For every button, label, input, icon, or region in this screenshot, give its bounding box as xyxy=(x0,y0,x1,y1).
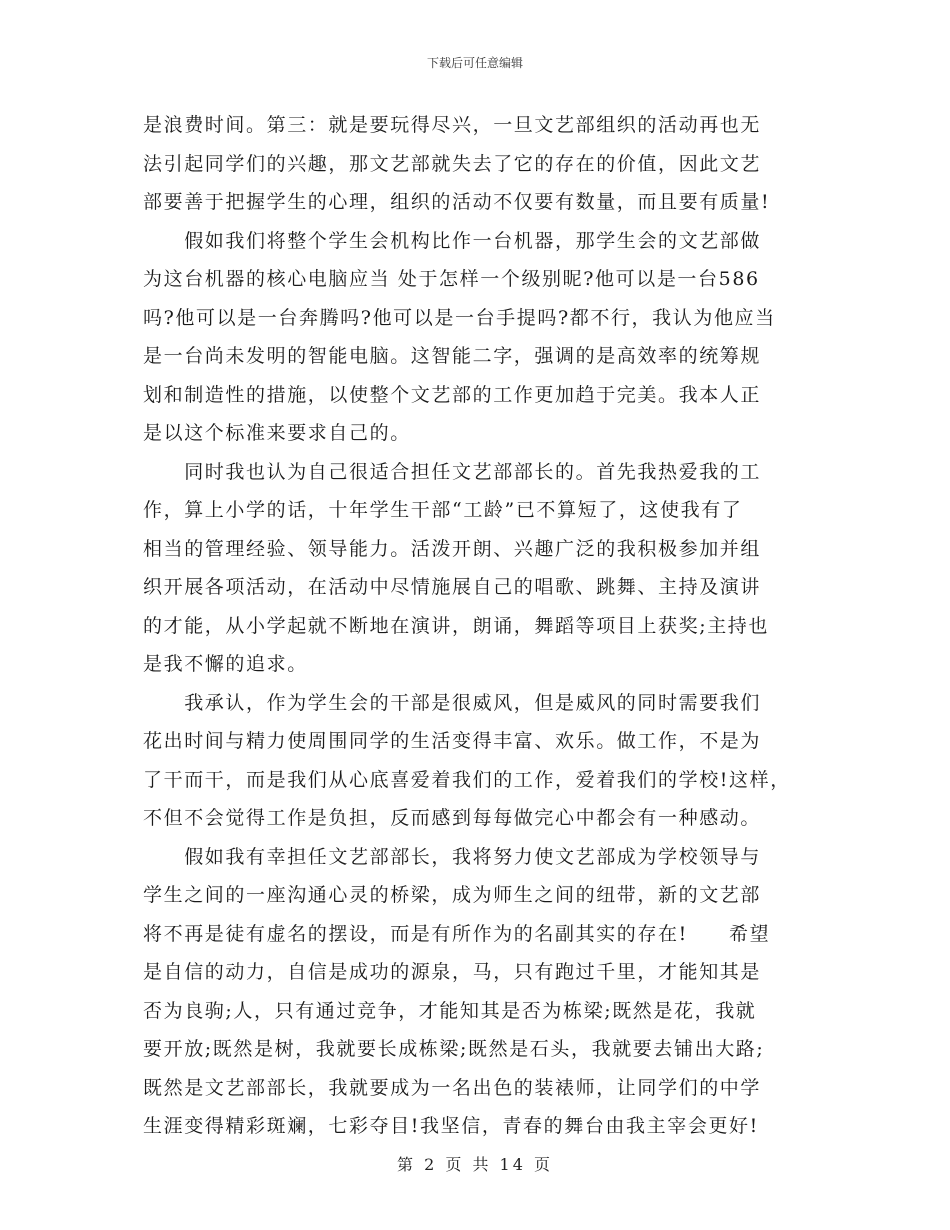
body-line: 不但不会觉得工作是负担，反而感到每每做完心中都会有一种感动。 xyxy=(143,807,762,829)
document-body xyxy=(143,106,813,1146)
body-line: 是一台尚未发明的智能电脑。这智能二字，强调的是高效率的统筹规 xyxy=(143,345,762,367)
body-line: 法引起同学们的兴趣，那文艺部就失去了它的存在的价值，因此文艺 xyxy=(143,152,762,175)
body-line: 是以这个标准来要求自己的。 xyxy=(143,422,411,444)
body-line: 的才能，从小学起就不断地在演讲，朗诵，舞蹈等项目上获奖;主持也 xyxy=(143,614,770,637)
body-line: 了干而干，而是我们从心底喜爱着我们的工作，爱着我们的学校!这样， xyxy=(143,768,791,791)
page-number: 第 2 页 共 14 页 xyxy=(397,1155,553,1174)
body-line: 同时我也认为自己很适合担任文艺部部长的。首先我热爱我的工 xyxy=(143,460,762,483)
body-line: 要开放;既然是树，我就要长成栋梁;既然是石头，我就要去铺出大路; xyxy=(143,1038,765,1060)
body-line: 相当的管理经验、领导能力。活泼开朗、兴趣广泛的我积极参加并组 xyxy=(143,537,762,560)
body-line: 我承认，作为学生会的干部是很威风，但是威风的同时需要我们 xyxy=(143,691,762,714)
body-line: 花出时间与精力使周围同学的生活变得丰富、欢乐。做工作，不是为 xyxy=(143,730,762,752)
page-header: 下载后可任意编辑 xyxy=(426,56,523,70)
body-line: 是我不懈的追求。 xyxy=(143,653,308,675)
body-line: 吗?他可以是一台奔腾吗?他可以是一台手提吗?都不行，我认为他应当 xyxy=(143,306,776,329)
body-line: 假如我们将整个学生会机构比作一台机器，那学生会的文艺部做 xyxy=(143,229,762,252)
body-line: 是浪费时间。第三：就是要玩得尽兴，一旦文艺部组织的活动再也无 xyxy=(143,114,762,136)
body-line: 将不再是徒有虚名的摆设，而是有所作为的名副其实的存在! 希望 xyxy=(143,922,771,945)
body-line: 既然是文艺部部长，我就要成为一名出色的装裱师，让同学们的中学 xyxy=(143,1076,762,1099)
body-line: 是自信的动力，自信是成功的源泉，马，只有跑过千里，才能知其是 xyxy=(143,961,762,983)
body-line: 部要善于把握学生的心理，组织的活动不仅要有数量，而且要有质量! xyxy=(143,191,771,213)
body-line: 为这台机器的核心电脑应当 处于怎样一个级别昵?他可以是一台586 xyxy=(143,268,760,290)
body-line: 否为良驹;人，只有通过竞争，才能知其是否为栋梁;既然是花，我就 xyxy=(143,999,757,1022)
body-line: 作，算上小学的话，十年学生干部“工龄”已不算短了，这使我有了 xyxy=(143,499,743,521)
body-line: 织开展各项活动，在活动中尽情施展自己的唱歌、跳舞、主持及演讲 xyxy=(143,576,762,598)
body-line: 假如我有幸担任文艺部部长，我将努力使文艺部成为学校领导与 xyxy=(143,845,762,868)
body-line: 划和制造性的措施，以使整个文艺部的工作更加趋于完美。我本人正 xyxy=(143,383,762,406)
body-line: 学生之间的一座沟通心灵的桥梁，成为师生之间的纽带，新的文艺部 xyxy=(143,884,762,906)
body-line: 生涯变得精彩斑斓，七彩夺目!我坚信，青春的舞台由我主宰会更好! xyxy=(143,1115,759,1137)
